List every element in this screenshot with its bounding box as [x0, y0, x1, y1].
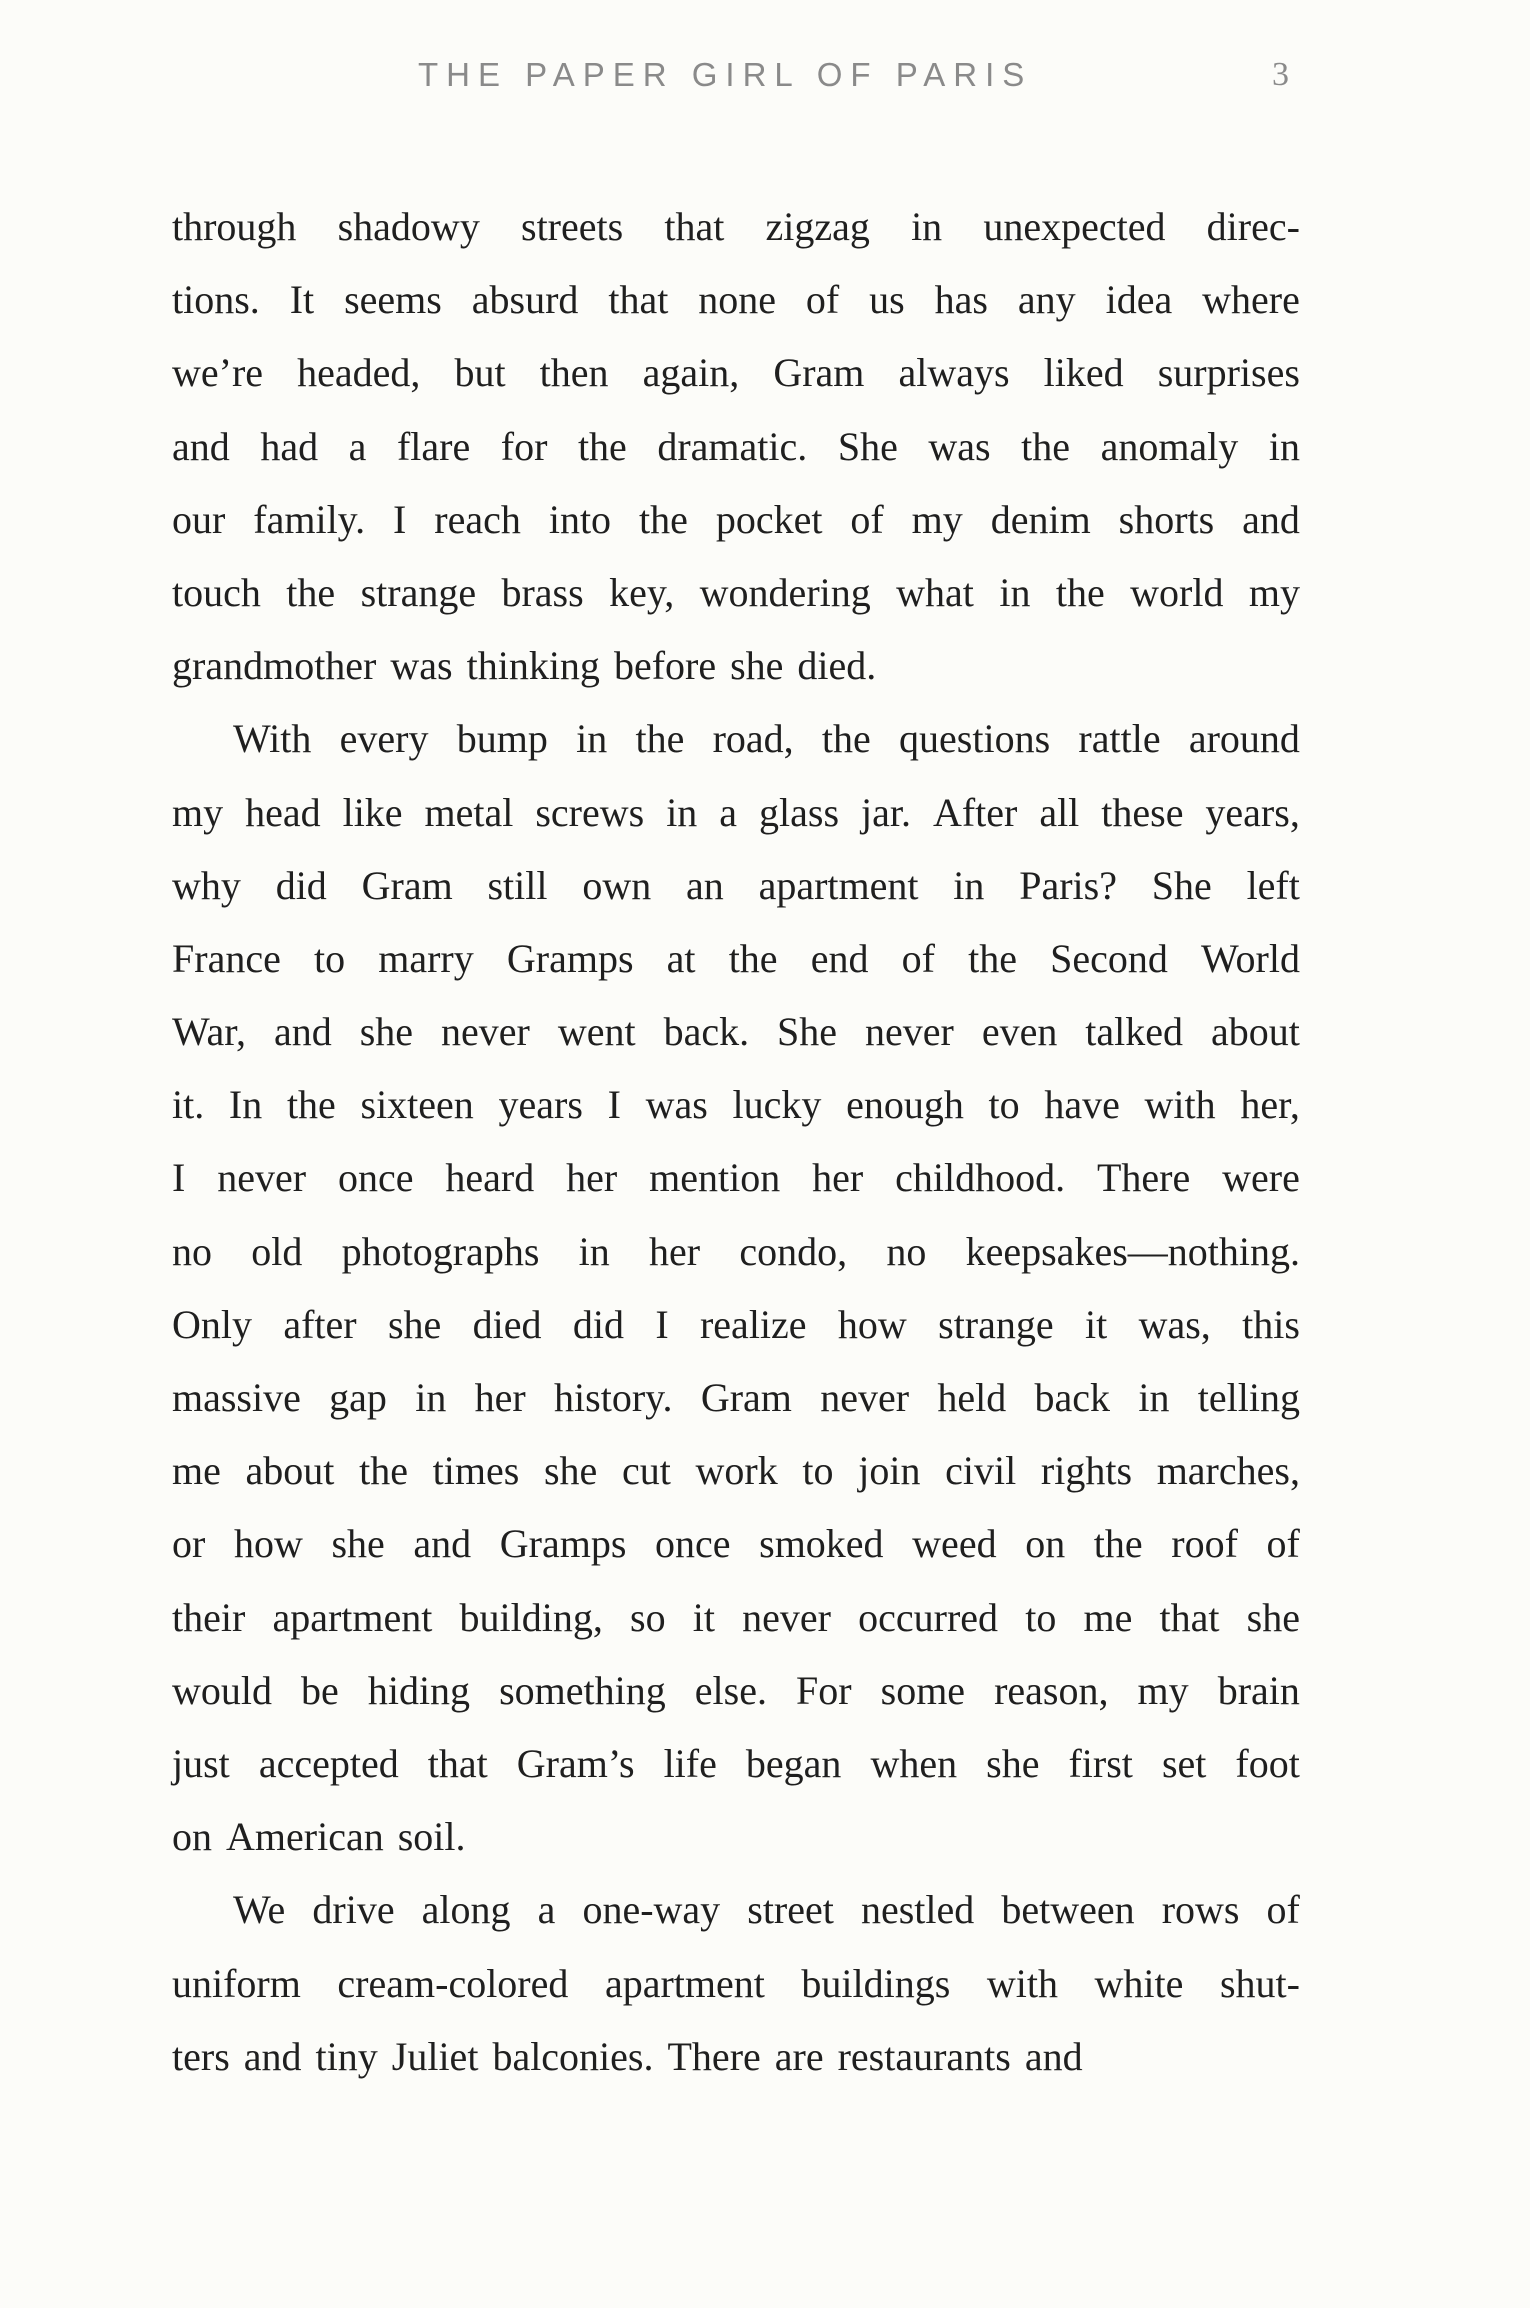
running-head — [0, 56, 1530, 104]
text-line: it. In the sixteen years I was lucky enough to have with her, — [172, 1082, 1300, 1128]
text-line: massive gap in her history. Gram never held back in telling — [172, 1375, 1300, 1420]
text-line: or how she and Gramps once smoked weed on the roof of — [172, 1521, 1300, 1567]
text-line: on American soil. — [172, 1814, 466, 1860]
text-line: grandmother was thinking before she died. — [172, 643, 877, 689]
text-line: and had a flare for the dramatic. She was the anomaly in — [172, 423, 1300, 469]
text-line: my head like metal screws in a glass jar. After all these years, — [172, 789, 1300, 835]
text-line: ters and tiny Juliet balconies. There are restaurants and — [172, 2033, 1083, 2079]
book-title: THE PAPER GIRL OF PARIS — [418, 56, 1033, 93]
body-text — [172, 190, 1300, 2093]
text-line: With every bump in the road, the questions rattle around — [233, 716, 1300, 762]
text-line: why did Gram still own an apartment in Paris? She left — [172, 862, 1300, 908]
text-line: would be hiding something else. For some reason, my brain — [172, 1667, 1300, 1713]
text-line: just accepted that Gram’s life began when she first set foot — [172, 1740, 1300, 1786]
text-line: no old photographs in her condo, no keepsakes—nothing. — [172, 1228, 1300, 1274]
text-line: touch the strange brass key, wondering what in the world my — [172, 569, 1300, 615]
text-line: I never once heard her mention her childhood. There were — [172, 1155, 1300, 1201]
text-line: We drive along a one-way street nestled between rows of — [233, 1887, 1300, 1933]
text-line: War, and she never went back. She never even talked about — [172, 1009, 1300, 1055]
text-line: we’re headed, but then again, Gram always liked surprises — [172, 350, 1300, 396]
text-line: me about the times she cut work to join civil rights marches, — [172, 1448, 1300, 1494]
text-line: their apartment building, so it never occurred to me that she — [172, 1594, 1300, 1640]
text-line: Only after she died did I realize how strange it was, this — [172, 1301, 1300, 1347]
text-line: our family. I reach into the pocket of my denim shorts and — [172, 496, 1300, 542]
page-number: 3 — [1272, 56, 1289, 93]
text-line: through shadowy streets that zigzag in unexpected direc- — [172, 204, 1300, 249]
text-line: uniform cream-colored apartment buildings with white shut- — [172, 1960, 1300, 2006]
text-line: France to marry Gramps at the end of the Second World — [172, 935, 1300, 981]
text-line: tions. It seems absurd that none of us has any idea where — [172, 277, 1300, 323]
